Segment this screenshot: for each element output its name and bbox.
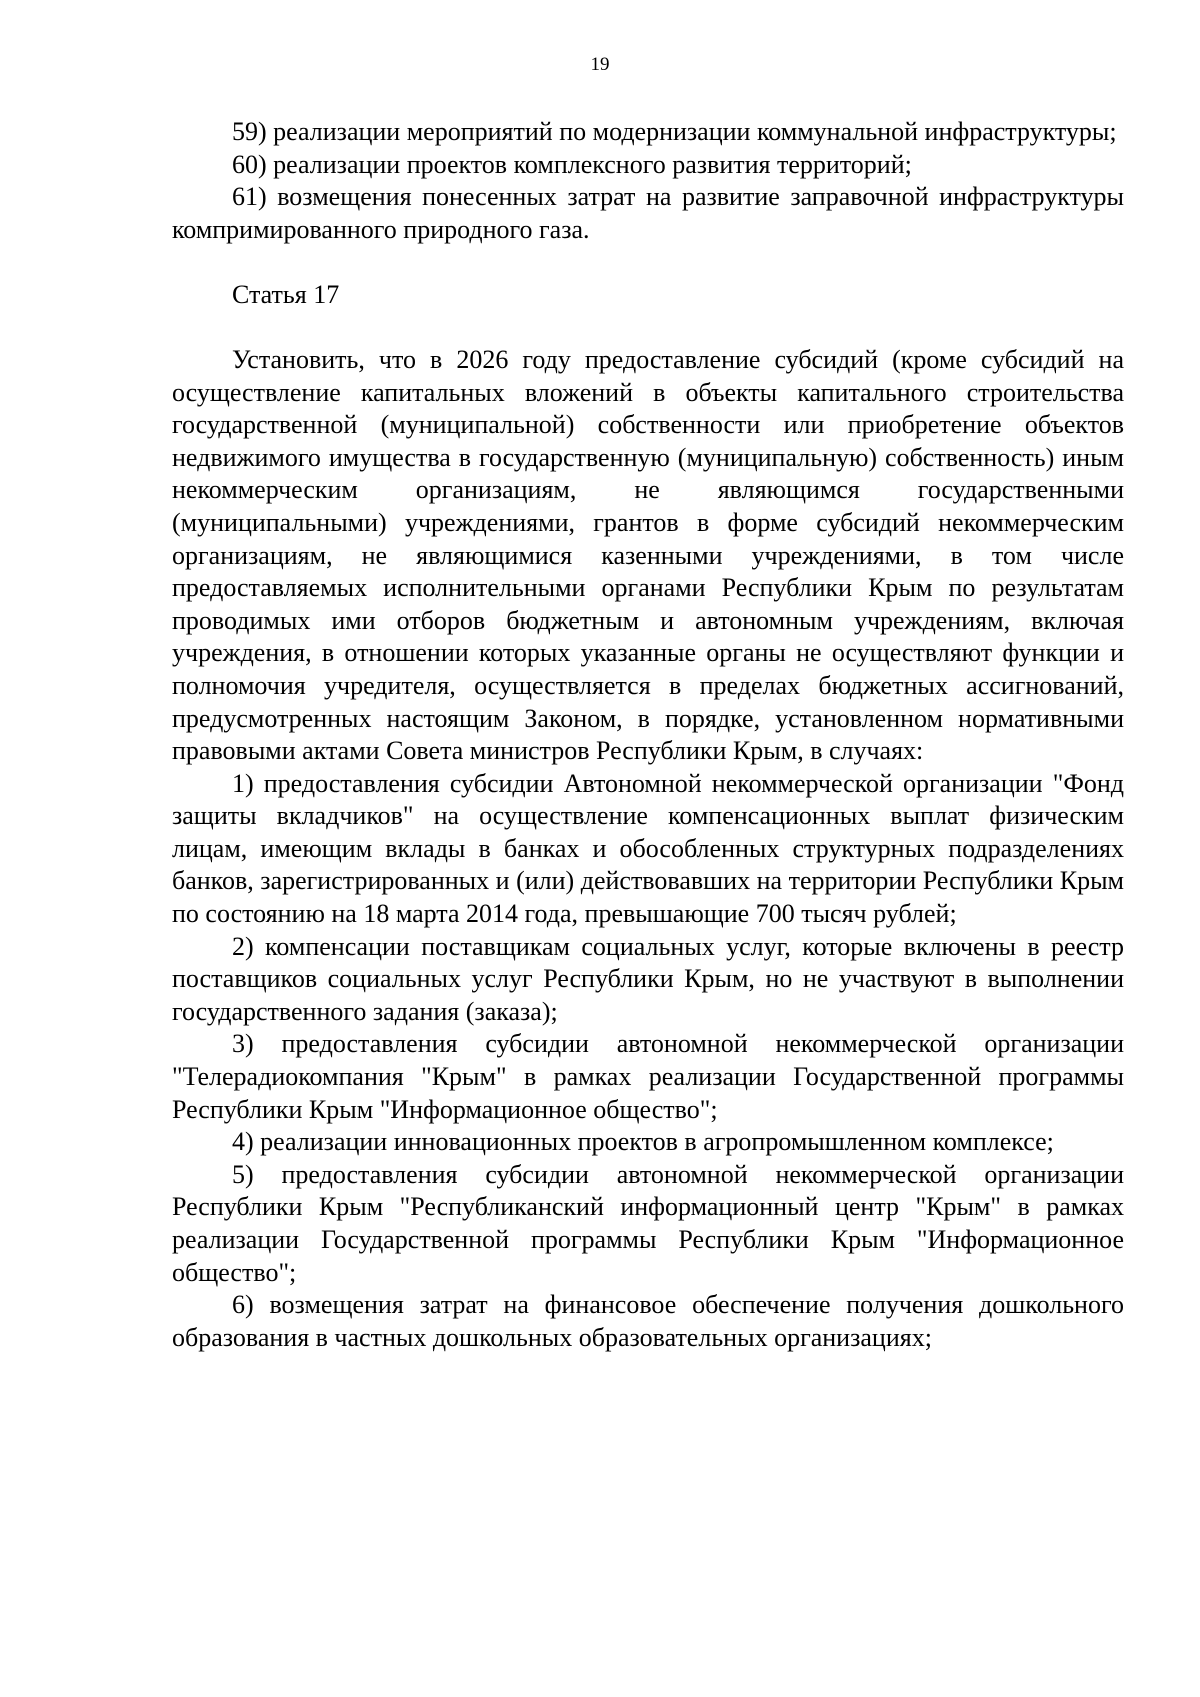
article-item-1: 1) предоставления субсидии Автономной некоммерческой организации "Фонд защиты вкладчиков" на осуществление компенсационных выплат физическим лицам, имеющим вклады в банках и обособленных структурных подразделениях банков, зарегистрированных и (или) действовавших на территории Республики Крым по состоянию на 18 марта 2014 года, превышающие 700 тысяч рублей; bbox=[172, 768, 1124, 929]
article-item-3: 3) предоставления субсидии автономной некоммерческой организации "Телерадиокомпания "Крым" в рамках реализации Государственной программы Республики Крым "Информационное общество"; bbox=[172, 1029, 1124, 1124]
article-item-5: 5) предоставления субсидии автономной некоммерческой организации Республики Крым "Республиканский информационный центр "Крым" в рамках реализации Государственной программы Республики Крым "Информационное общество"; bbox=[172, 1159, 1124, 1287]
article-item-6: 6) возмещения затрат на финансовое обеспечение получения дошкольного образования в частных дошкольных образовательных организациях; bbox=[172, 1290, 1124, 1352]
page-number: 19 bbox=[590, 54, 610, 75]
article-heading: Статья 17 bbox=[232, 279, 340, 309]
document-body bbox=[172, 116, 1124, 1354]
list-item-59: 59) реализации мероприятий по модернизации коммунальной инфраструктуры; bbox=[232, 117, 1117, 146]
article-item-4: 4) реализации инновационных проектов в агропромышленном комплексе; bbox=[232, 1127, 1054, 1157]
list-item-61: 61) возмещения понесенных затрат на развитие заправочной инфраструктуры компримированного природного газа. bbox=[172, 182, 1124, 244]
article-intro: Установить, что в 2026 году предоставление субсидий (кроме субсидий на осуществление капитальных вложений в объекты капитального строительства государственной (муниципальной) собственности или приобретение объектов недвижимого имущества в государственную (муниципальную) собственность) иным некоммерческим организациям, не являющимся государственными (муниципальными) учреждениями, грантов в форме субсидий некоммерческим организациям, не являющимися казенными учреждениями, в том числе предоставляемых исполнительными органами Республики Крым по результатам проводимых ими отборов бюджетным и автономным учреждениям, включая учреждения, в отношении которых указанные органы не осуществляют функции и полномочия учредителя, осуществляется в пределах бюджетных ассигнований, предусмотренных настоящим Законом, в порядке, установленном нормативными правовыми актами Совета министров Республики Крым, в случаях: bbox=[172, 344, 1124, 766]
article-item-2: 2) компенсации поставщикам социальных услуг, которые включены в реестр поставщиков социальных услуг Республики Крым, но не участвуют в выполнении государственного задания (заказа); bbox=[172, 931, 1124, 1026]
list-item-60: 60) реализации проектов комплексного развития территорий; bbox=[232, 149, 912, 179]
